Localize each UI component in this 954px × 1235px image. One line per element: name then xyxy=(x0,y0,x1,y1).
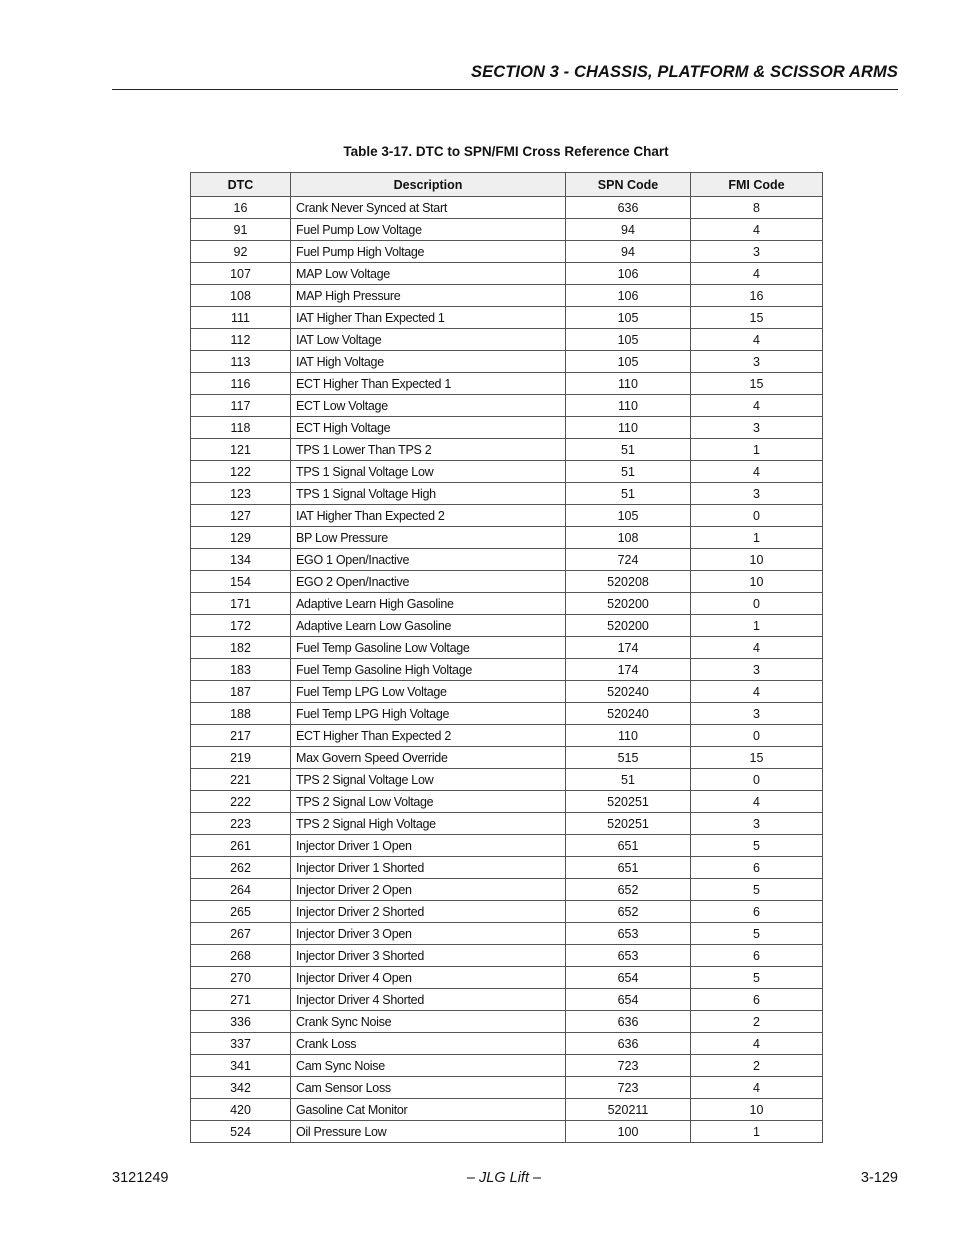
table-row xyxy=(191,373,823,395)
fmi-code-cell: 6 xyxy=(691,901,823,923)
fmi-code-cell: 3 xyxy=(691,703,823,725)
spn-code-cell: 651 xyxy=(566,857,691,879)
dtc-cell: 223 xyxy=(191,813,291,835)
description-cell: Injector Driver 3 Open xyxy=(291,923,566,945)
table-row xyxy=(191,1055,823,1077)
fmi-code-cell: 1 xyxy=(691,1121,823,1143)
spn-code-cell: 520211 xyxy=(566,1099,691,1121)
spn-code-cell: 105 xyxy=(566,505,691,527)
description-cell: ECT Higher Than Expected 1 xyxy=(291,373,566,395)
spn-code-cell: 110 xyxy=(566,373,691,395)
dtc-cell: 172 xyxy=(191,615,291,637)
table-row xyxy=(191,1077,823,1099)
spn-code-cell: 520240 xyxy=(566,703,691,725)
dtc-cell: 123 xyxy=(191,483,291,505)
fmi-code-cell: 0 xyxy=(691,725,823,747)
table-title: Table 3-17. DTC to SPN/FMI Cross Reference Chart xyxy=(343,144,669,159)
spn-code-cell: 653 xyxy=(566,923,691,945)
fmi-code-cell: 3 xyxy=(691,483,823,505)
spn-code-cell: 105 xyxy=(566,329,691,351)
fmi-code-cell: 5 xyxy=(691,835,823,857)
table-row xyxy=(191,439,823,461)
table-row xyxy=(191,285,823,307)
dtc-cell: 221 xyxy=(191,769,291,791)
description-cell: Fuel Temp LPG High Voltage xyxy=(291,703,566,725)
table-row xyxy=(191,219,823,241)
description-cell: TPS 2 Signal Low Voltage xyxy=(291,791,566,813)
description-cell: Injector Driver 4 Open xyxy=(291,967,566,989)
spn-code-cell: 520200 xyxy=(566,593,691,615)
spn-code-cell: 174 xyxy=(566,659,691,681)
spn-code-cell: 651 xyxy=(566,835,691,857)
fmi-code-cell: 3 xyxy=(691,813,823,835)
spn-code-cell: 636 xyxy=(566,197,691,219)
description-cell: Fuel Temp LPG Low Voltage xyxy=(291,681,566,703)
description-cell: Injector Driver 1 Open xyxy=(291,835,566,857)
dtc-cell: 117 xyxy=(191,395,291,417)
fmi-code-cell: 3 xyxy=(691,351,823,373)
description-cell: MAP Low Voltage xyxy=(291,263,566,285)
table-row xyxy=(191,637,823,659)
spn-code-cell: 51 xyxy=(566,439,691,461)
document-number: 3121249 xyxy=(112,1170,169,1186)
dtc-cell: 154 xyxy=(191,571,291,593)
spn-code-cell: 636 xyxy=(566,1033,691,1055)
spn-code-cell: 520251 xyxy=(566,813,691,835)
dtc-cell: 91 xyxy=(191,219,291,241)
fmi-code-cell: 0 xyxy=(691,769,823,791)
table-row xyxy=(191,549,823,571)
table-row xyxy=(191,923,823,945)
fmi-code-cell: 10 xyxy=(691,1099,823,1121)
description-cell: BP Low Pressure xyxy=(291,527,566,549)
dtc-cell: 267 xyxy=(191,923,291,945)
table-row xyxy=(191,1099,823,1121)
table-row xyxy=(191,835,823,857)
fmi-code-cell: 1 xyxy=(691,527,823,549)
spn-code-cell: 652 xyxy=(566,901,691,923)
spn-code-cell: 174 xyxy=(566,637,691,659)
spn-code-cell: 100 xyxy=(566,1121,691,1143)
spn-code-cell: 515 xyxy=(566,747,691,769)
description-cell: Fuel Temp Gasoline Low Voltage xyxy=(291,637,566,659)
spn-code-cell: 110 xyxy=(566,395,691,417)
dtc-cell: 112 xyxy=(191,329,291,351)
fmi-code-cell: 16 xyxy=(691,285,823,307)
table-row xyxy=(191,527,823,549)
table-row xyxy=(191,703,823,725)
table-row xyxy=(191,615,823,637)
fmi-code-cell: 2 xyxy=(691,1055,823,1077)
fmi-code-cell: 5 xyxy=(691,967,823,989)
dtc-cell: 121 xyxy=(191,439,291,461)
table-row xyxy=(191,747,823,769)
dtc-cell: 118 xyxy=(191,417,291,439)
spn-code-cell: 51 xyxy=(566,461,691,483)
table-row xyxy=(191,1121,823,1143)
table-row xyxy=(191,901,823,923)
table-header-row xyxy=(191,173,823,197)
spn-code-cell: 652 xyxy=(566,879,691,901)
fmi-code-cell: 6 xyxy=(691,945,823,967)
spn-code-cell: 110 xyxy=(566,725,691,747)
table-row xyxy=(191,879,823,901)
table-row xyxy=(191,659,823,681)
description-cell: Injector Driver 3 Shorted xyxy=(291,945,566,967)
description-cell: Injector Driver 4 Shorted xyxy=(291,989,566,1011)
spn-code-cell: 51 xyxy=(566,769,691,791)
fmi-code-cell: 10 xyxy=(691,571,823,593)
dtc-cell: 116 xyxy=(191,373,291,395)
fmi-code-cell: 6 xyxy=(691,857,823,879)
column-header-dtc: DTC xyxy=(191,173,291,197)
dtc-cell: 16 xyxy=(191,197,291,219)
dtc-cell: 111 xyxy=(191,307,291,329)
dtc-cell: 420 xyxy=(191,1099,291,1121)
table-row xyxy=(191,1011,823,1033)
fmi-code-cell: 4 xyxy=(691,1077,823,1099)
dtc-cell: 113 xyxy=(191,351,291,373)
description-cell: Cam Sensor Loss xyxy=(291,1077,566,1099)
spn-code-cell: 520240 xyxy=(566,681,691,703)
dtc-cell: 222 xyxy=(191,791,291,813)
fmi-code-cell: 4 xyxy=(691,791,823,813)
spn-code-cell: 94 xyxy=(566,241,691,263)
dtc-cell: 219 xyxy=(191,747,291,769)
table-row xyxy=(191,395,823,417)
spn-code-cell: 520200 xyxy=(566,615,691,637)
spn-code-cell: 106 xyxy=(566,285,691,307)
description-cell: ECT Low Voltage xyxy=(291,395,566,417)
description-cell: ECT High Voltage xyxy=(291,417,566,439)
description-cell: MAP High Pressure xyxy=(291,285,566,307)
section-title: SECTION 3 - CHASSIS, PLATFORM & SCISSOR ARMS xyxy=(470,63,898,81)
description-cell: Oil Pressure Low xyxy=(291,1121,566,1143)
fmi-code-cell: 1 xyxy=(691,439,823,461)
description-cell: IAT Higher Than Expected 1 xyxy=(291,307,566,329)
table-row xyxy=(191,197,823,219)
fmi-code-cell: 4 xyxy=(691,263,823,285)
dtc-cell: 342 xyxy=(191,1077,291,1099)
description-cell: Cam Sync Noise xyxy=(291,1055,566,1077)
fmi-code-cell: 1 xyxy=(691,615,823,637)
fmi-code-cell: 0 xyxy=(691,593,823,615)
table-row xyxy=(191,791,823,813)
spn-code-cell: 94 xyxy=(566,219,691,241)
description-cell: TPS 1 Lower Than TPS 2 xyxy=(291,439,566,461)
description-cell: TPS 2 Signal High Voltage xyxy=(291,813,566,835)
dtc-cell: 122 xyxy=(191,461,291,483)
table-row xyxy=(191,329,823,351)
dtc-cell: 270 xyxy=(191,967,291,989)
table-row xyxy=(191,307,823,329)
table-row xyxy=(191,725,823,747)
dtc-cell: 265 xyxy=(191,901,291,923)
table-row xyxy=(191,461,823,483)
description-cell: Crank Never Synced at Start xyxy=(291,197,566,219)
dtc-cell: 107 xyxy=(191,263,291,285)
description-cell: IAT Low Voltage xyxy=(291,329,566,351)
fmi-code-cell: 4 xyxy=(691,1033,823,1055)
table-row xyxy=(191,263,823,285)
column-header-fmi-code: FMI Code xyxy=(691,173,823,197)
dtc-cross-reference-table xyxy=(190,172,823,1143)
dtc-cell: 337 xyxy=(191,1033,291,1055)
table-body xyxy=(191,197,823,1143)
table-row xyxy=(191,417,823,439)
fmi-code-cell: 15 xyxy=(691,373,823,395)
spn-code-cell: 106 xyxy=(566,263,691,285)
fmi-code-cell: 4 xyxy=(691,461,823,483)
table-row xyxy=(191,483,823,505)
dtc-cell: 217 xyxy=(191,725,291,747)
fmi-code-cell: 3 xyxy=(691,241,823,263)
description-cell: Injector Driver 2 Open xyxy=(291,879,566,901)
dtc-cell: 129 xyxy=(191,527,291,549)
fmi-code-cell: 5 xyxy=(691,923,823,945)
fmi-code-cell: 6 xyxy=(691,989,823,1011)
spn-code-cell: 520208 xyxy=(566,571,691,593)
table-row xyxy=(191,681,823,703)
spn-code-cell: 653 xyxy=(566,945,691,967)
table-row xyxy=(191,1033,823,1055)
spn-code-cell: 723 xyxy=(566,1055,691,1077)
description-cell: Fuel Pump High Voltage xyxy=(291,241,566,263)
dtc-cell: 336 xyxy=(191,1011,291,1033)
description-cell: EGO 2 Open/Inactive xyxy=(291,571,566,593)
dtc-cell: 182 xyxy=(191,637,291,659)
footer-brand: – JLG Lift – xyxy=(466,1170,542,1186)
table-row xyxy=(191,813,823,835)
description-cell: Crank Sync Noise xyxy=(291,1011,566,1033)
dtc-cell: 271 xyxy=(191,989,291,1011)
description-cell: ECT Higher Than Expected 2 xyxy=(291,725,566,747)
fmi-code-cell: 3 xyxy=(691,659,823,681)
description-cell: Adaptive Learn High Gasoline xyxy=(291,593,566,615)
description-cell: TPS 2 Signal Voltage Low xyxy=(291,769,566,791)
description-cell: Crank Loss xyxy=(291,1033,566,1055)
description-cell: TPS 1 Signal Voltage High xyxy=(291,483,566,505)
column-header-spn-code: SPN Code xyxy=(566,173,691,197)
table-row xyxy=(191,505,823,527)
dtc-cell: 268 xyxy=(191,945,291,967)
description-cell: Fuel Temp Gasoline High Voltage xyxy=(291,659,566,681)
fmi-code-cell: 4 xyxy=(691,681,823,703)
spn-code-cell: 108 xyxy=(566,527,691,549)
dtc-cell: 261 xyxy=(191,835,291,857)
description-cell: EGO 1 Open/Inactive xyxy=(291,549,566,571)
column-header-description: Description xyxy=(291,173,566,197)
fmi-code-cell: 4 xyxy=(691,395,823,417)
spn-code-cell: 636 xyxy=(566,1011,691,1033)
description-cell: IAT High Voltage xyxy=(291,351,566,373)
fmi-code-cell: 8 xyxy=(691,197,823,219)
dtc-cell: 341 xyxy=(191,1055,291,1077)
dtc-cell: 183 xyxy=(191,659,291,681)
dtc-cell: 134 xyxy=(191,549,291,571)
description-cell: Injector Driver 2 Shorted xyxy=(291,901,566,923)
page-number: 3-129 xyxy=(860,1170,898,1186)
fmi-code-cell: 5 xyxy=(691,879,823,901)
table-row xyxy=(191,967,823,989)
dtc-cell: 108 xyxy=(191,285,291,307)
description-cell: Adaptive Learn Low Gasoline xyxy=(291,615,566,637)
spn-code-cell: 520251 xyxy=(566,791,691,813)
fmi-code-cell: 15 xyxy=(691,307,823,329)
description-cell: Gasoline Cat Monitor xyxy=(291,1099,566,1121)
description-cell: Injector Driver 1 Shorted xyxy=(291,857,566,879)
table-row xyxy=(191,945,823,967)
description-cell: Fuel Pump Low Voltage xyxy=(291,219,566,241)
fmi-code-cell: 3 xyxy=(691,417,823,439)
fmi-code-cell: 4 xyxy=(691,329,823,351)
dtc-cell: 127 xyxy=(191,505,291,527)
table-row xyxy=(191,571,823,593)
table-row xyxy=(191,989,823,1011)
table-row xyxy=(191,593,823,615)
spn-code-cell: 105 xyxy=(566,307,691,329)
dtc-cell: 264 xyxy=(191,879,291,901)
description-cell: Max Govern Speed Override xyxy=(291,747,566,769)
fmi-code-cell: 4 xyxy=(691,637,823,659)
dtc-cell: 188 xyxy=(191,703,291,725)
table-row xyxy=(191,769,823,791)
table-row xyxy=(191,241,823,263)
description-cell: IAT Higher Than Expected 2 xyxy=(291,505,566,527)
table-row xyxy=(191,857,823,879)
header-divider xyxy=(112,89,898,90)
spn-code-cell: 51 xyxy=(566,483,691,505)
fmi-code-cell: 15 xyxy=(691,747,823,769)
spn-code-cell: 654 xyxy=(566,967,691,989)
fmi-code-cell: 4 xyxy=(691,219,823,241)
spn-code-cell: 105 xyxy=(566,351,691,373)
spn-code-cell: 724 xyxy=(566,549,691,571)
fmi-code-cell: 2 xyxy=(691,1011,823,1033)
dtc-cell: 92 xyxy=(191,241,291,263)
table-row xyxy=(191,351,823,373)
spn-code-cell: 654 xyxy=(566,989,691,1011)
dtc-cell: 524 xyxy=(191,1121,291,1143)
dtc-cell: 171 xyxy=(191,593,291,615)
fmi-code-cell: 10 xyxy=(691,549,823,571)
fmi-code-cell: 0 xyxy=(691,505,823,527)
dtc-cell: 262 xyxy=(191,857,291,879)
dtc-cell: 187 xyxy=(191,681,291,703)
spn-code-cell: 723 xyxy=(566,1077,691,1099)
spn-code-cell: 110 xyxy=(566,417,691,439)
description-cell: TPS 1 Signal Voltage Low xyxy=(291,461,566,483)
